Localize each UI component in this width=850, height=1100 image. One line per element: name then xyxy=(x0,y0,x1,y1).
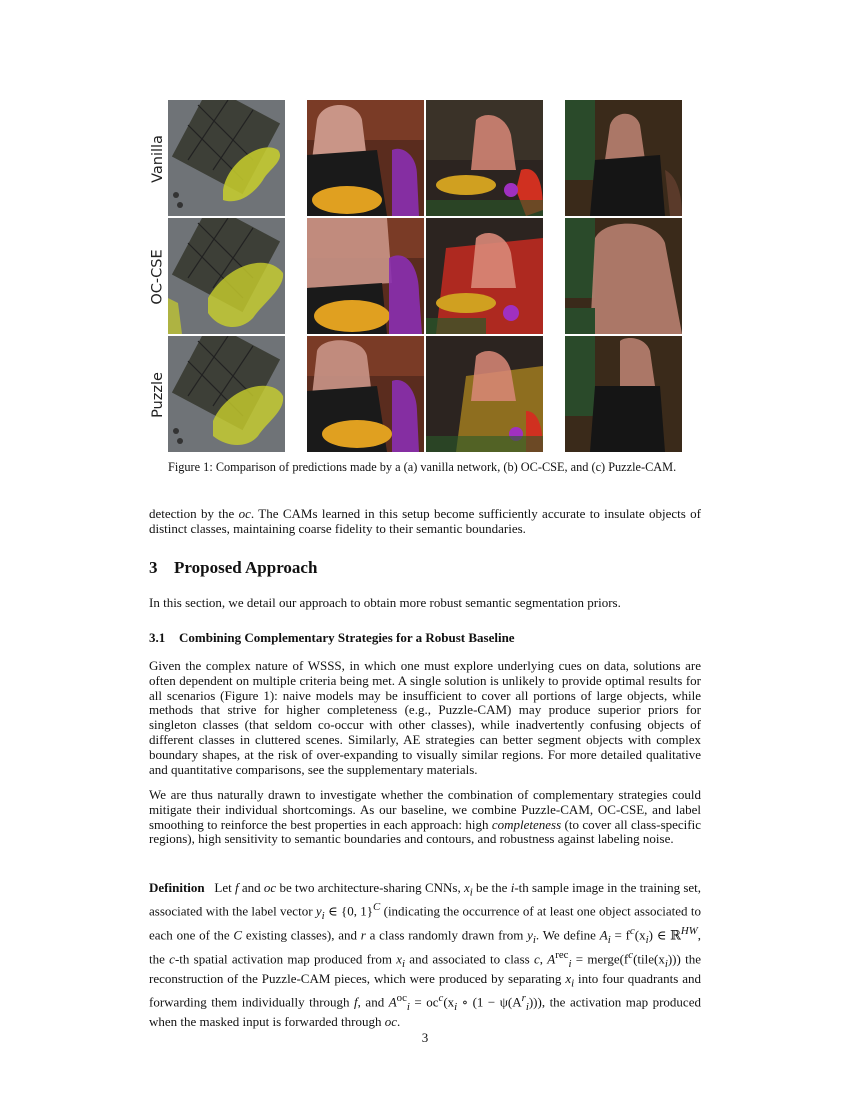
panel-vanilla-bird xyxy=(168,100,285,216)
panel-puzzle-person-sitting xyxy=(565,336,682,452)
panel-oc-cse-woman-eating xyxy=(307,218,424,334)
section-intro: In this section, we detail our approach to obtain more robust semantic segmentation priors. xyxy=(149,595,621,610)
intro-paragraph: detection by the oc. The CAMs learned in this setup become sufficiently accurate to insulate objects of distinct classes, maintaining coarse fidelity to their semantic boundaries. xyxy=(149,506,701,536)
row-label-puzzle: Puzzle xyxy=(150,371,167,418)
figure-panels xyxy=(168,100,701,453)
panel-oc-cse-bird xyxy=(168,218,285,334)
subsection-heading: 3.1 Combining Complementary Strategies for a Robust Baseline xyxy=(149,630,515,645)
panel-puzzle-bird xyxy=(168,336,285,452)
row-label-vanilla: Vanilla xyxy=(150,134,166,183)
paragraph-1: Given the complex nature of WSSS, in which one must explore underlying cues on data, solutions are often dependent on multiple criteria being met. A single solution is unlikely to provide optimal results for all scenarios (Figure 1): naive models may be insufficient to cover all portions of large objects, while methods that strive for higher completeness (e.g., Puzzle-CAM) may produce superior priors for singleton classes (that seldom co-occur with other classes), while inadvertently confusing objects of different classes in cluttered scenes. Similarly, AE strategies can better segment objects with complex boundary shapes, at the risk of over-expanding to visually similar regions. For more detailed qualitative and quantitative comparisons, see the supplementary materials. xyxy=(149,658,701,777)
page-number: 3 xyxy=(421,1030,429,1045)
panel-oc-cse-dining xyxy=(426,218,543,334)
definition-paragraph: Definition Let f and oc be two architecture-sharing CNNs, $x_i$ be the i-th sample image in the training set, associated with the label vector $y_i$ ∈ {0, 1}$^C$ (indicating the occurrence of at least one object associated to each one of the C existing classes), and r a class randomly drawn from $y_i$. We define $A_i = f^c(x_i)$ ∈ ℝ$^{HW}$, the c-th spatial activation map produced from $x_i$ and associated to class c, $A^{rec}_i$ = $merge(f^c(tile(x_i)))$ the reconstruction of the Puzzle-CAM pieces, which were produced by separating $x_i$ into four quadrants and forwarding them individually through f, and $A^{oc}_i = oc^c(x_i$ ∘ $(1 - \psi(A^r_i))$), the activation map produced when the masked input is forwarded through oc. xyxy=(149,880,702,1029)
panel-vanilla-woman-eating xyxy=(307,100,424,216)
panel-vanilla-person-sitting xyxy=(565,100,682,216)
paragraph-2: We are thus naturally drawn to investigate whether the combination of complementary strategies could mitigate their individual shortcomings. As our baseline, we combine Puzzle-CAM, OC-CSE, and label smoothing to reinforce the best properties in each approach: high completeness (to cover all class-specific regions), high sensitivity to semantic boundaries and contours, and robustness against labeling noise. xyxy=(149,787,701,847)
panel-puzzle-dining xyxy=(426,336,543,452)
figure-caption: Figure 1: Comparison of predictions made by a (a) vanilla network, (b) OC-CSE, and (c) Puzzle-CAM. xyxy=(168,460,677,474)
row-label-oc-cse: OC-CSE xyxy=(150,248,167,305)
panel-puzzle-woman-eating xyxy=(307,336,424,452)
panel-vanilla-dining xyxy=(426,100,543,216)
figure-1 xyxy=(148,100,701,453)
section-heading: 3 Proposed Approach xyxy=(149,558,318,577)
panel-oc-cse-person-sitting xyxy=(565,218,682,334)
